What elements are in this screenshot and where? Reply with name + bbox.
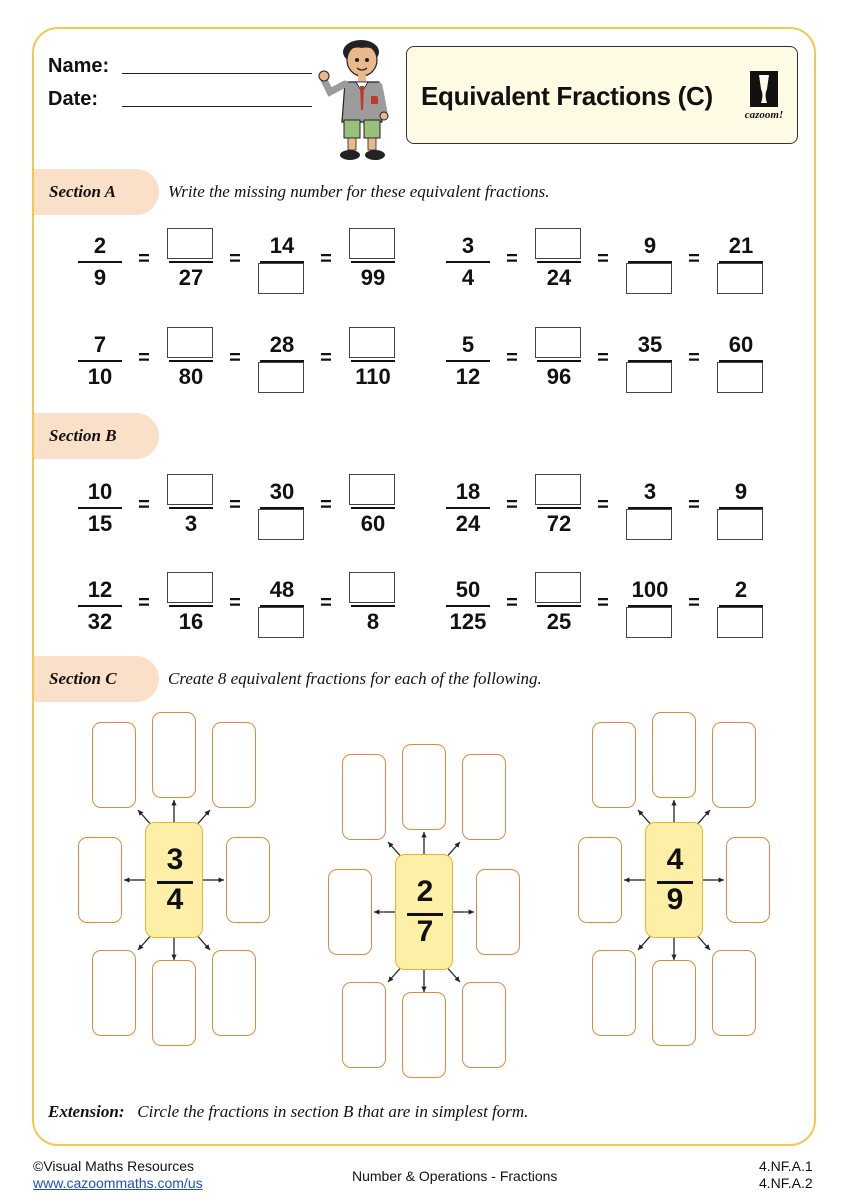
fraction bbox=[256, 327, 308, 393]
equals-sign: = bbox=[597, 248, 609, 270]
denominator: 25 bbox=[546, 609, 572, 634]
denominator: 32 bbox=[87, 609, 113, 634]
section-a-tab bbox=[34, 169, 159, 215]
center-fraction bbox=[645, 822, 703, 938]
denominator-answer-box[interactable] bbox=[717, 362, 763, 393]
fraction-bar bbox=[537, 360, 581, 362]
fraction bbox=[74, 228, 126, 294]
numerator: 14 bbox=[269, 233, 295, 258]
fraction bbox=[442, 474, 494, 540]
fraction bbox=[347, 572, 399, 638]
equals-sign: = bbox=[320, 592, 332, 614]
arrow-head bbox=[374, 909, 379, 914]
denominator-answer-box[interactable] bbox=[717, 607, 763, 638]
footer-standard-2: 4.NF.A.2 bbox=[759, 1175, 813, 1191]
fraction bbox=[533, 228, 585, 294]
denominator: 125 bbox=[449, 609, 487, 634]
arrow-head bbox=[171, 800, 176, 805]
fraction bbox=[715, 327, 767, 393]
arrow-head bbox=[421, 987, 426, 992]
numerator: 100 bbox=[631, 577, 669, 602]
fraction bbox=[715, 228, 767, 294]
arrow-head bbox=[171, 955, 176, 960]
denominator: 16 bbox=[178, 609, 204, 634]
section-c-label: Section C bbox=[49, 669, 117, 688]
fraction bbox=[256, 474, 308, 540]
denominator-answer-box[interactable] bbox=[626, 362, 672, 393]
footer-url-link[interactable]: www.cazoommaths.com/us bbox=[33, 1175, 203, 1191]
center-fraction bbox=[395, 854, 453, 970]
equals-sign: = bbox=[506, 592, 518, 614]
fraction-bar bbox=[169, 605, 213, 607]
fraction-bar bbox=[351, 507, 395, 509]
numerator: 10 bbox=[87, 479, 113, 504]
denominator: 3 bbox=[184, 511, 198, 536]
equals-sign: = bbox=[688, 248, 700, 270]
equals-sign: = bbox=[229, 347, 241, 369]
numerator: 5 bbox=[461, 332, 475, 357]
date-label: Date: bbox=[48, 88, 99, 110]
fraction-bar bbox=[351, 605, 395, 607]
equals-sign: = bbox=[320, 494, 332, 516]
equals-sign: = bbox=[229, 592, 241, 614]
denominator: 8 bbox=[366, 609, 380, 634]
fraction bbox=[624, 572, 676, 638]
fraction-bar bbox=[537, 507, 581, 509]
fraction-bar bbox=[351, 360, 395, 362]
fraction bbox=[715, 572, 767, 638]
denominator-answer-box[interactable] bbox=[258, 607, 304, 638]
arrow-head bbox=[719, 877, 724, 882]
footer-standard-1: 4.NF.A.1 bbox=[759, 1158, 813, 1174]
denominator-answer-box[interactable] bbox=[626, 263, 672, 294]
numerator: 7 bbox=[93, 332, 107, 357]
arrow-head bbox=[469, 909, 474, 914]
numerator-answer-box[interactable] bbox=[167, 327, 213, 358]
equals-sign: = bbox=[320, 347, 332, 369]
fraction bbox=[715, 474, 767, 540]
fraction bbox=[533, 474, 585, 540]
center-numerator: 4 bbox=[666, 843, 684, 876]
denominator-answer-box[interactable] bbox=[258, 362, 304, 393]
fraction-bar bbox=[169, 261, 213, 263]
arrow-head bbox=[671, 955, 676, 960]
fraction bbox=[256, 572, 308, 638]
equals-sign: = bbox=[597, 592, 609, 614]
worksheet-title: Equivalent Fractions (C) bbox=[421, 81, 713, 111]
denominator-answer-box[interactable] bbox=[626, 509, 672, 540]
numerator: 2 bbox=[93, 233, 107, 258]
fraction bbox=[165, 228, 217, 294]
numerator-answer-box[interactable] bbox=[535, 474, 581, 505]
denominator: 15 bbox=[87, 511, 113, 536]
center-numerator: 3 bbox=[166, 843, 184, 876]
denominator-answer-box[interactable] bbox=[258, 263, 304, 294]
equals-sign: = bbox=[688, 592, 700, 614]
denominator: 60 bbox=[360, 511, 386, 536]
center-denominator: 7 bbox=[416, 915, 434, 948]
equals-sign: = bbox=[506, 248, 518, 270]
fraction bbox=[165, 327, 217, 393]
equals-sign: = bbox=[229, 494, 241, 516]
section-c-tab bbox=[34, 656, 159, 702]
equals-sign: = bbox=[138, 592, 150, 614]
arrow-head bbox=[671, 800, 676, 805]
section-a-label: Section A bbox=[49, 182, 116, 201]
equals-sign: = bbox=[320, 248, 332, 270]
denominator: 4 bbox=[461, 265, 475, 290]
denominator: 24 bbox=[455, 511, 481, 536]
equals-sign: = bbox=[597, 494, 609, 516]
arrow-head bbox=[124, 877, 129, 882]
numerator: 9 bbox=[734, 479, 748, 504]
fraction bbox=[347, 327, 399, 393]
fraction-bar bbox=[78, 507, 122, 509]
numerator: 9 bbox=[643, 233, 657, 258]
equals-sign: = bbox=[229, 248, 241, 270]
equals-sign: = bbox=[688, 347, 700, 369]
extension bbox=[48, 1102, 528, 1122]
fraction-bar bbox=[169, 360, 213, 362]
numerator: 18 bbox=[455, 479, 481, 504]
numerator-answer-box[interactable] bbox=[535, 228, 581, 259]
arrow-head bbox=[219, 877, 224, 882]
cazoom-logo bbox=[739, 69, 789, 125]
numerator: 50 bbox=[455, 577, 481, 602]
numerator-answer-box[interactable] bbox=[349, 327, 395, 358]
fraction bbox=[624, 228, 676, 294]
numerator-answer-box[interactable] bbox=[167, 572, 213, 603]
numerator: 2 bbox=[734, 577, 748, 602]
fraction-bar bbox=[446, 360, 490, 362]
denominator-answer-box[interactable] bbox=[626, 607, 672, 638]
fraction bbox=[74, 572, 126, 638]
denominator-answer-box[interactable] bbox=[258, 509, 304, 540]
numerator: 35 bbox=[637, 332, 663, 357]
cazoom-logo-text: cazoom! bbox=[744, 109, 784, 121]
fraction-bar bbox=[78, 605, 122, 607]
fraction bbox=[74, 474, 126, 540]
denominator: 27 bbox=[178, 265, 204, 290]
numerator: 28 bbox=[269, 332, 295, 357]
footer-copyright: ©Visual Maths Resources bbox=[33, 1158, 195, 1174]
numerator: 12 bbox=[87, 577, 113, 602]
fraction bbox=[442, 572, 494, 638]
equals-sign: = bbox=[506, 347, 518, 369]
denominator: 72 bbox=[546, 511, 572, 536]
fraction bbox=[165, 474, 217, 540]
equals-sign: = bbox=[597, 347, 609, 369]
fraction bbox=[533, 572, 585, 638]
fraction bbox=[74, 327, 126, 393]
numerator-answer-box[interactable] bbox=[167, 474, 213, 505]
extension-label: Extension: bbox=[48, 1102, 125, 1121]
denominator: 10 bbox=[87, 364, 113, 389]
numerator-answer-box[interactable] bbox=[535, 327, 581, 358]
center-fraction bbox=[145, 822, 203, 938]
denominator: 99 bbox=[360, 265, 386, 290]
numerator-answer-box[interactable] bbox=[535, 572, 581, 603]
denominator: 9 bbox=[93, 265, 107, 290]
fraction-bar bbox=[78, 360, 122, 362]
fraction bbox=[533, 327, 585, 393]
numerator: 3 bbox=[643, 479, 657, 504]
extension-text: Circle the fractions in section B that are in simplest form. bbox=[137, 1102, 529, 1121]
arrow-head bbox=[421, 832, 426, 837]
equals-sign: = bbox=[138, 248, 150, 270]
denominator-answer-box[interactable] bbox=[717, 509, 763, 540]
numerator: 60 bbox=[728, 332, 754, 357]
center-denominator: 9 bbox=[666, 883, 684, 916]
equals-sign: = bbox=[138, 494, 150, 516]
fraction bbox=[256, 228, 308, 294]
boy-character-illustration bbox=[318, 30, 404, 162]
equals-sign: = bbox=[506, 494, 518, 516]
numerator: 30 bbox=[269, 479, 295, 504]
equals-sign: = bbox=[688, 494, 700, 516]
arrow-head bbox=[624, 877, 629, 882]
fraction-bar bbox=[446, 507, 490, 509]
footer-topic: Number & Operations - Fractions bbox=[352, 1168, 558, 1184]
fraction bbox=[347, 474, 399, 540]
section-b-label: Section B bbox=[49, 426, 117, 445]
cazoom-logo-icon bbox=[739, 69, 789, 109]
denominator: 24 bbox=[546, 265, 572, 290]
fraction bbox=[347, 228, 399, 294]
section-c-instruction: Create 8 equivalent fractions for each of the following. bbox=[168, 669, 542, 688]
numerator: 48 bbox=[269, 577, 295, 602]
numerator-answer-box[interactable] bbox=[349, 474, 395, 505]
section-a-instruction: Write the missing number for these equivalent fractions. bbox=[168, 182, 550, 201]
denominator: 80 bbox=[178, 364, 204, 389]
fraction-bar bbox=[446, 261, 490, 263]
title-box bbox=[406, 46, 798, 144]
denominator: 110 bbox=[355, 364, 391, 389]
denominator: 96 bbox=[546, 364, 572, 389]
name-line[interactable] bbox=[122, 73, 312, 74]
fraction bbox=[624, 474, 676, 540]
fraction-bar bbox=[351, 261, 395, 263]
numerator-answer-box[interactable] bbox=[349, 228, 395, 259]
center-denominator: 4 bbox=[166, 883, 184, 916]
fraction-bar bbox=[78, 261, 122, 263]
fraction bbox=[165, 572, 217, 638]
fraction bbox=[442, 228, 494, 294]
fraction-bar bbox=[446, 605, 490, 607]
fraction bbox=[442, 327, 494, 393]
date-line[interactable] bbox=[122, 106, 312, 107]
denominator: 12 bbox=[455, 364, 481, 389]
numerator-answer-box[interactable] bbox=[167, 228, 213, 259]
fraction-bar bbox=[537, 261, 581, 263]
numerator: 21 bbox=[728, 233, 754, 258]
section-b-tab bbox=[34, 413, 159, 459]
fraction-bar bbox=[537, 605, 581, 607]
name-label: Name: bbox=[48, 55, 110, 77]
numerator-answer-box[interactable] bbox=[349, 572, 395, 603]
fraction-bar bbox=[169, 507, 213, 509]
numerator: 3 bbox=[461, 233, 475, 258]
center-numerator: 2 bbox=[416, 875, 434, 908]
equals-sign: = bbox=[138, 347, 150, 369]
fraction bbox=[624, 327, 676, 393]
denominator-answer-box[interactable] bbox=[717, 263, 763, 294]
